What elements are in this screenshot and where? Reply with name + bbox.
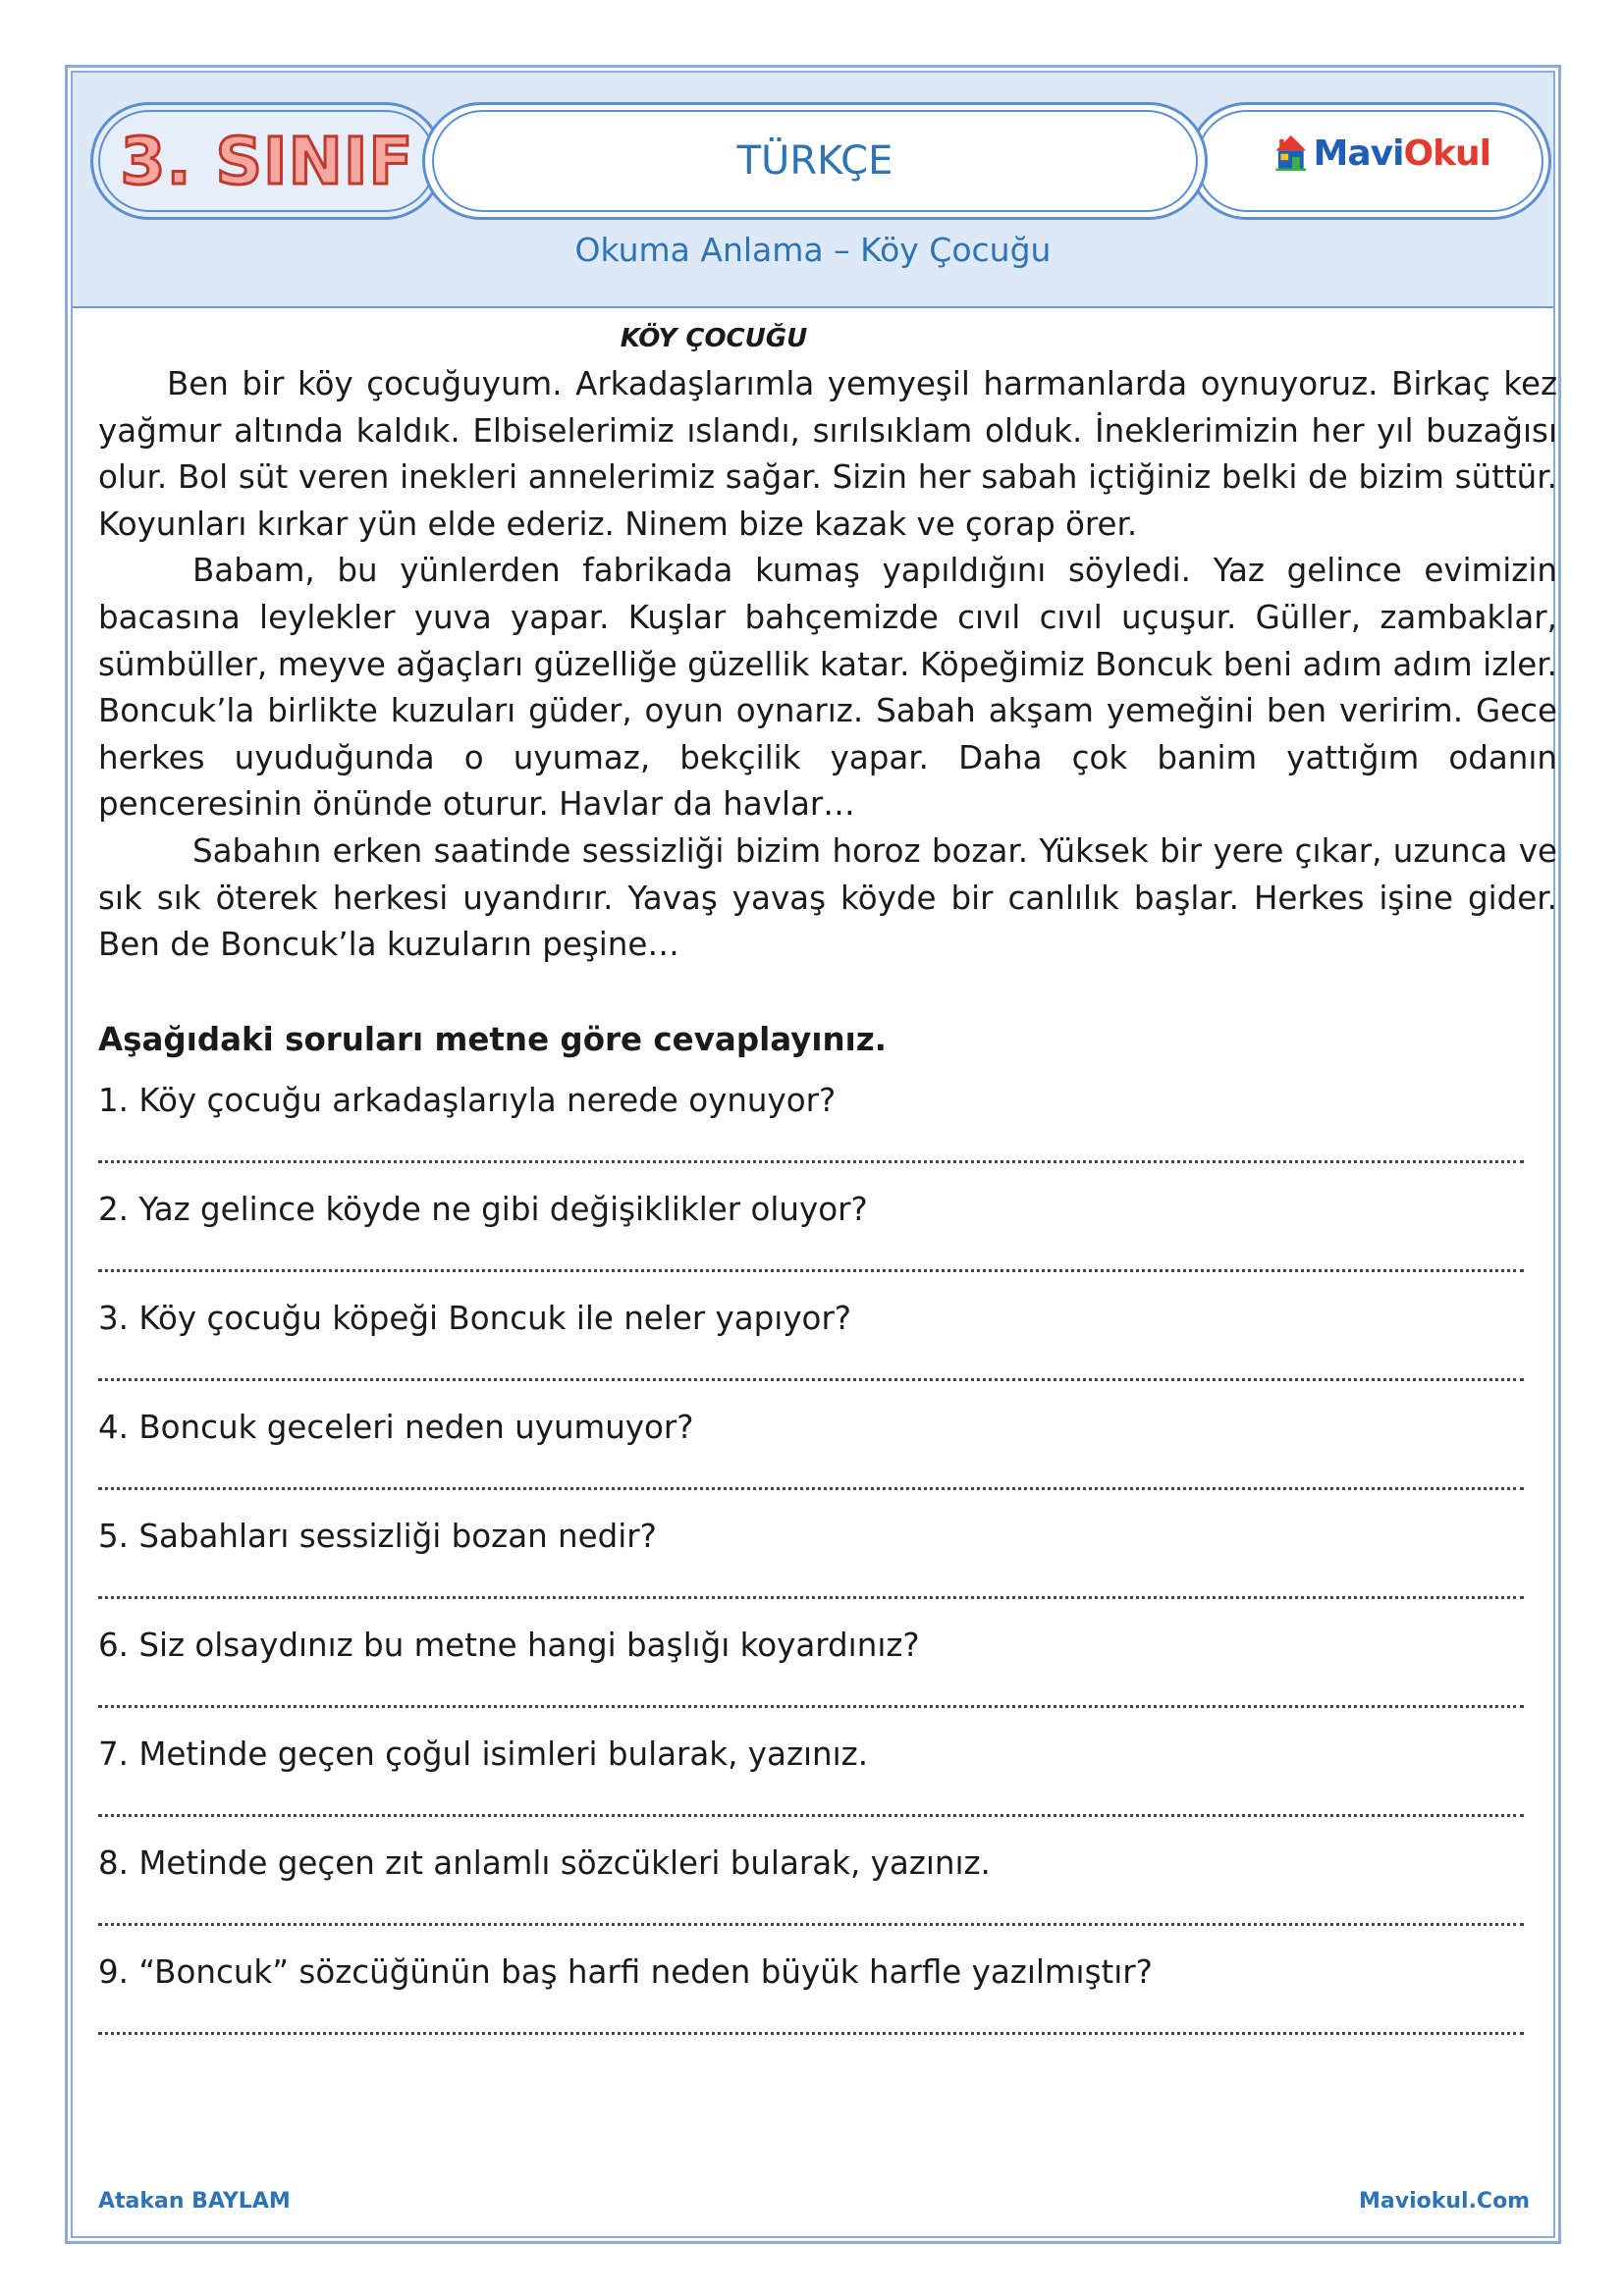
logo-text-mavi: Mavi xyxy=(1313,133,1404,174)
question-7: 7. Metinde geçen çoğul isimleri bularak, yazınız. xyxy=(98,1735,869,1773)
answer-line-6[interactable] xyxy=(98,1670,1524,1708)
logo-text-okul: Okul xyxy=(1403,133,1490,174)
answer-line-5[interactable] xyxy=(98,1561,1524,1599)
answer-line-7[interactable] xyxy=(98,1779,1524,1817)
question-8: 8. Metinde geçen zıt anlamlı sözcükleri bularak, yazınız. xyxy=(98,1844,991,1882)
question-9: 9. “Boncuk” sözcüğünün baş harfi neden büyük harfle yazılmıştır? xyxy=(98,1953,1153,1991)
story-paragraph-2: Babam, bu yünlerden fabrikada kumaş yapıldığını söyledi. Yaz gelince evimizin bacasına leylekler yuva yapar. Kuşlar bahçemizde cıvıl cıvıl uçuşur. Güller, zambaklar, sümbüller, meyve ağaçları güzelliğe güzellik katar. Köpeğimiz Boncuk beni adım adım izler. Boncuk’la birlikte kuzuları güder, oyun oynarız. Sabah akşam yemeğini ben veririm. Gece herkes uyuduğunda o uyumaz, bekçilik yapar. Daha çok banim yattığım odanın penceresinin önünde oturur. Havlar da havlar… xyxy=(98,552,1557,824)
subject-pill xyxy=(432,110,1198,212)
answer-line-8[interactable] xyxy=(98,1888,1524,1926)
footer-author: Atakan BAYLAM xyxy=(98,2189,291,2214)
answer-line-1[interactable] xyxy=(98,1125,1524,1163)
questions-heading: Aşağıdaki soruları metne göre cevaplayınız. xyxy=(98,1021,888,1058)
question-1: 1. Köy çocuğu arkadaşlarıyla nerede oynuyor? xyxy=(98,1082,837,1119)
question-6: 6. Siz olsaydınız bu metne hangi başlığı koyardınız? xyxy=(98,1627,920,1664)
answer-line-2[interactable] xyxy=(98,1234,1524,1272)
maviokul-logo xyxy=(1274,116,1490,190)
grade-badge xyxy=(98,110,436,212)
worksheet-subtitle: Okuma Anlama – Köy Çocuğu xyxy=(574,231,1052,269)
house-icon xyxy=(1274,124,1308,183)
footer-site[interactable]: Maviokul.Com xyxy=(1359,2189,1531,2214)
answer-line-3[interactable] xyxy=(98,1343,1524,1381)
story-paragraph-1: Ben bir köy çocuğuyum. Arkadaşlarımla yemyeşil harmanlarda oynuyoruz. Birkaç kez yağmur altında kaldık. Elbiselerimiz ıslandı, sırılsıklam olduk. İneklerimizin her yıl buzağısı olur. Bol süt veren inekleri annelerimiz sağar. Sizin her sabah içtiğiniz belki de bizim süttür. Koyunları kırkar yün elde ederiz. Ninem bize kazak ve çorap örer. xyxy=(98,365,1557,543)
logo-text xyxy=(1314,133,1490,174)
questions-section xyxy=(98,1021,1532,2035)
question-4: 4. Boncuk geceleri neden uyumuyor? xyxy=(98,1409,694,1446)
grade-label: 3. SINIF xyxy=(120,123,414,199)
question-5: 5. Sabahları sessizliği bozan nedir? xyxy=(98,1518,657,1555)
answer-line-4[interactable] xyxy=(98,1452,1524,1490)
subject-title: TÜRKÇE xyxy=(736,138,893,184)
story-section xyxy=(98,324,1557,969)
question-2: 2. Yaz gelince köyde ne gibi değişiklikler oluyor? xyxy=(98,1191,868,1228)
story-paragraph-3: Sabahın erken saatinde sessizliği bizim horoz bozar. Yüksek bir yere çıkar, uzunca ve sık sık öterek herkesi uyandırır. Yavaş yavaş köyde bir canlılık başlar. Herkes işine gider. Ben de Boncuk’la kuzuların peşine… xyxy=(98,831,1557,964)
story-title: KÖY ÇOCUĞU xyxy=(620,324,808,353)
question-3: 3. Köy çocuğu köpeği Boncuk ile neler yapıyor? xyxy=(98,1300,852,1337)
answer-line-9[interactable] xyxy=(98,1997,1524,2035)
